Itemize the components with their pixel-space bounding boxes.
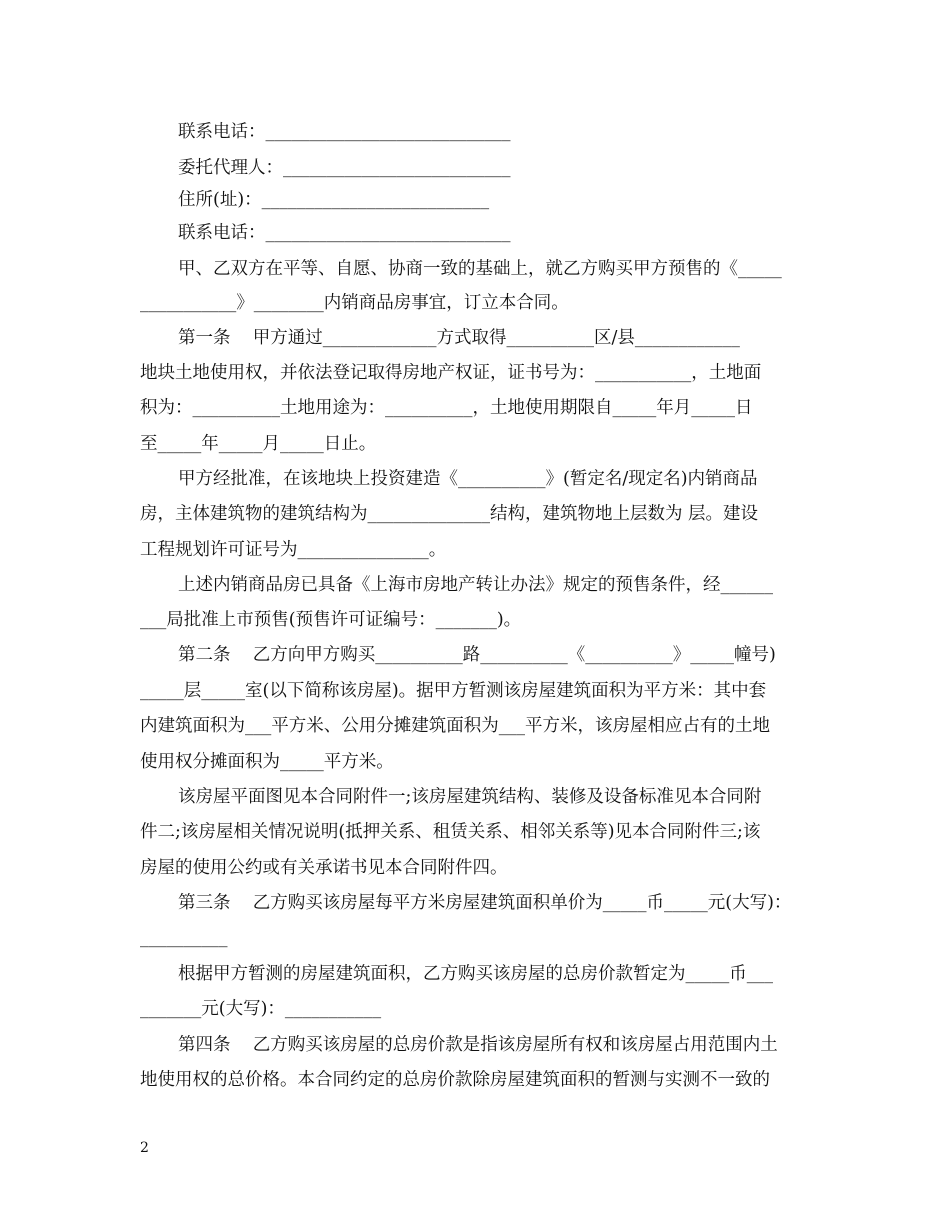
text-line: 地块土地使用权，并依法登记取得房地产权证，证书号为：___________，土地面 [140,363,762,383]
text-line: _____层_____室(以下简称该房屋)。据甲方暂测该房屋建筑面积为平方米：其中套 [140,681,767,701]
page-number: 2 [140,1140,149,1156]
text-line: 第一条 甲方通过_____________方式取得__________区/县____________ [178,328,740,348]
text-line: 内建筑面积为___平方米、公用分摊建筑面积为___平方米，该房屋相应占有的土地 [140,716,770,736]
text-line: 使用权分摊面积为_____平方米。 [140,752,394,772]
text-line: __________ [140,928,228,948]
text-line: ___________》________内销商品房事宜，订立本合同。 [140,293,569,313]
text-line: 联系电话：____________________________ [178,122,511,142]
text-line: 根据甲方暂测的房屋建筑面积，乙方购买该房屋的总房价款暂定为_____币___ [178,964,773,984]
text-line: _______元(大写)：___________ [140,999,382,1019]
text-line: 地使用权的总价格。本合同约定的总房价款除房屋建筑面积的暂测与实测不一致的 [140,1070,770,1090]
text-line: 房屋的使用公约或有关承诺书见本合同附件四。 [140,858,508,878]
text-line: 该房屋平面图见本合同附件一;该房屋建筑结构、装修及设备标准见本合同附 [178,787,762,807]
text-line: 至_____年_____月_____日止。 [140,434,377,454]
text-line: 住所(址)：__________________________ [178,190,490,210]
text-line: 委托代理人：__________________________ [178,158,511,178]
text-line: 上述内销商品房已具备《上海市房地产转让办法》规定的预售条件，经______ [178,575,773,595]
text-line: 积为：__________土地用途为：__________，土地使用期限自_____年月_____日 [140,398,753,418]
text-line: 房，主体建筑物的建筑结构为______________结构，建筑物地上层数为 层。建设 [140,504,759,524]
text-line: 第三条 乙方购买该房屋每平方米房屋建筑面积单价为_____币_____元(大写)： [178,893,792,913]
text-line: 联系电话：____________________________ [178,223,511,243]
text-line: 第四条 乙方购买该房屋的总房价款是指该房屋所有权和该房屋占用范围内土 [178,1035,778,1055]
text-line: 件二;该房屋相关情况说明(抵押关系、租赁关系、相邻关系等)见本合同附件三;该 [140,822,761,842]
text-line: 工程规划许可证号为_______________。 [140,540,447,560]
text-line: ___局批准上市预售(预售许可证编号：_______)。 [140,610,522,630]
text-line: 甲、乙双方在平等、自愿、协商一致的基础上，就乙方购买甲方预售的《_____ [178,259,782,279]
text-line: 甲方经批准，在该地块上投资建造《__________》(暂定名/现定名)内销商品 [178,469,758,489]
text-line: 第二条 乙方向甲方购买__________路__________《__________》_____幢号) [178,645,776,665]
